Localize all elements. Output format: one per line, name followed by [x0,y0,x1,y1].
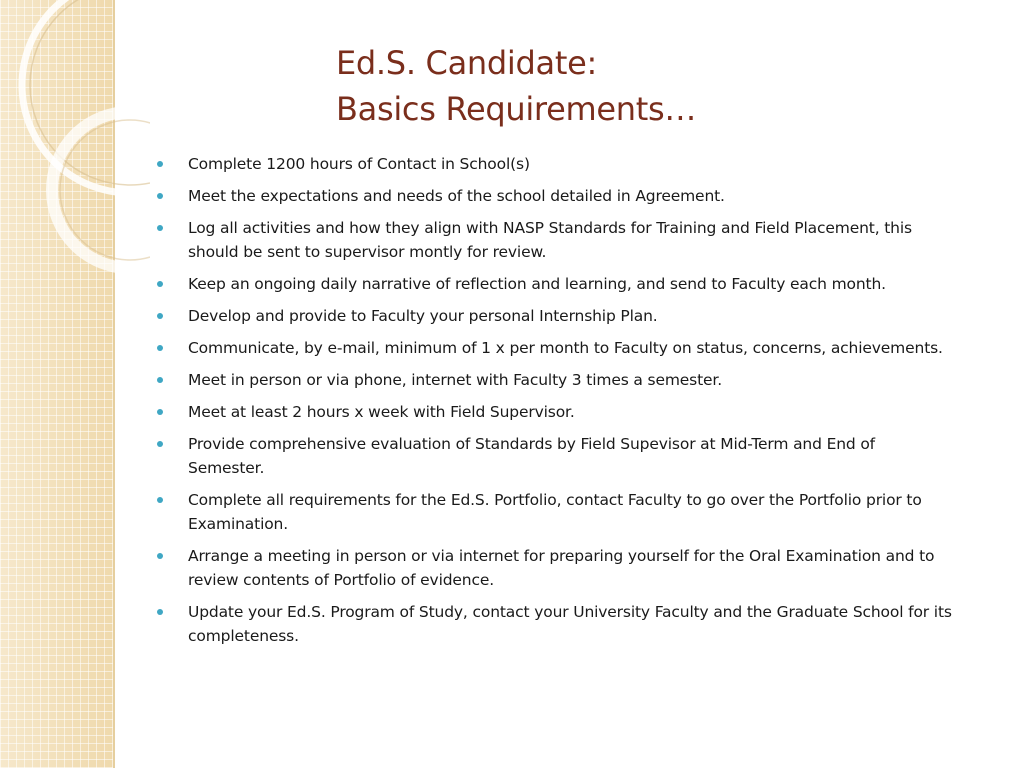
bullet-icon [157,345,163,351]
list-item [154,600,954,648]
list-item-text: Develop and provide to Faculty your personal Internship Plan. [188,307,658,325]
list-item [154,216,954,264]
list-item-text: Log all activities and how they align with NASP Standards for Training and Field Placement, this should be sent to supervisor montly for review. [188,219,912,261]
list-item [154,272,954,296]
title-line-1: Ed.S. Candidate: [336,44,597,82]
bullet-icon [157,497,163,503]
bullet-icon [157,441,163,447]
bullet-icon [157,281,163,287]
list-item-text: Keep an ongoing daily narrative of reflection and learning, and send to Faculty each month. [188,275,886,293]
requirements-list [154,152,954,656]
list-item [154,368,954,392]
list-item-text: Meet in person or via phone, internet with Faculty 3 times a semester. [188,371,722,389]
list-item [154,152,954,176]
bullet-icon [157,161,163,167]
bullet-icon [157,377,163,383]
bullet-icon [157,313,163,319]
list-item [154,432,954,480]
bullet-icon [157,409,163,415]
list-item-text: Communicate, by e-mail, minimum of 1 x per month to Faculty on status, concerns, achievements. [188,339,943,357]
list-item [154,184,954,208]
list-item [154,400,954,424]
decorative-rings [0,0,150,330]
list-item-text: Meet at least 2 hours x week with Field Supervisor. [188,403,575,421]
list-item [154,488,954,536]
bullet-icon [157,553,163,559]
bullet-icon [157,193,163,199]
list-item-text: Update your Ed.S. Program of Study, contact your University Faculty and the Graduate School for its completeness. [188,603,952,645]
list-item [154,544,954,592]
list-item-text: Meet the expectations and needs of the school detailed in Agreement. [188,187,725,205]
list-item [154,304,954,328]
list-item-text: Arrange a meeting in person or via internet for preparing yourself for the Oral Examination and to review contents of Portfolio of evidence. [188,547,935,589]
title-line-2: Basics Requirements… [336,90,697,128]
bullet-icon [157,609,163,615]
list-item-text: Complete 1200 hours of Contact in School(s) [188,155,530,173]
list-item-text: Provide comprehensive evaluation of Standards by Field Supevisor at Mid-Term and End of Semester. [188,435,875,477]
list-item [154,336,954,360]
ring-large [22,0,150,193]
bullet-icon [157,225,163,231]
slide-title [336,40,696,132]
list-item-text: Complete all requirements for the Ed.S. Portfolio, contact Faculty to go over the Portfolio prior to Examination. [188,491,922,533]
